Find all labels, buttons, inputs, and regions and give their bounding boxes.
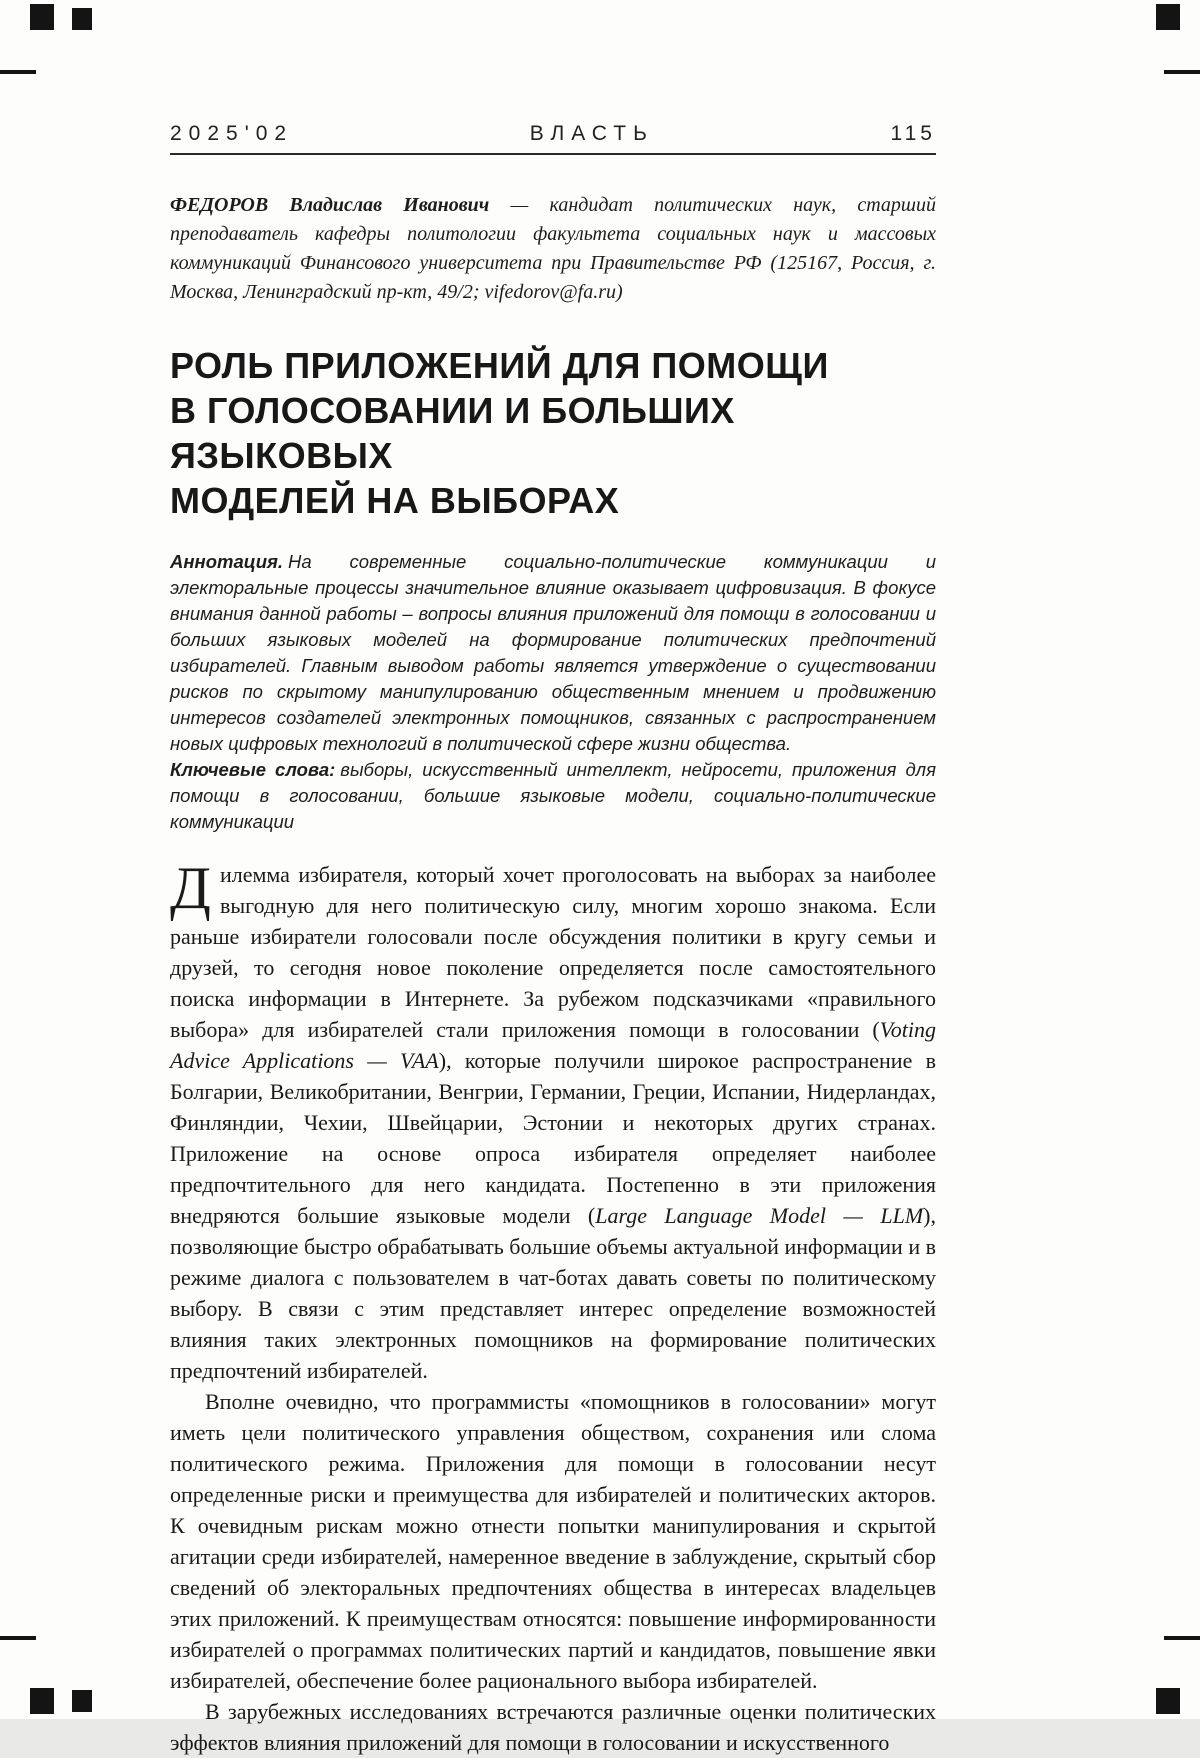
author-name: ФЕДОРОВ Владислав Иванович (170, 194, 490, 216)
abstract-label: Аннотация. (170, 551, 284, 572)
print-crop-mark-bottom-left-1 (30, 1688, 54, 1714)
drop-cap: Д (170, 855, 211, 921)
header-rule (170, 153, 936, 155)
article-title-line-1: РОЛЬ ПРИЛОЖЕНИЙ ДЛЯ ПОМОЩИ (170, 345, 829, 386)
author-block (170, 191, 936, 307)
running-header (170, 122, 936, 146)
print-tick-top-right (1164, 70, 1200, 74)
print-tick-bottom-left (0, 1636, 36, 1640)
paragraph-2: Вполне очевидно, что программисты «помощников в голосовании» могут иметь цели политического управления обществом, сохранения или слома политического режима. Приложения для помощи в голосовании несут определенные риски и преимущества для избирателей и политических акторов. К очевидным рискам можно отнести попытки манипулирования и скрытой агитации среди избирателей, намеренное введение в заблуждение, скрытый сбор сведений об электоральных предпочтениях общества в интересах владельцев этих приложений. К преимуществам относятся: повышение информированности избирателей о программах политических партий и кандидатов, повышение явки избирателей, обеспечение более рационального выбора избирателей. (170, 1389, 936, 1693)
print-crop-mark-bottom-left-2 (72, 1690, 92, 1712)
article-title (170, 343, 936, 523)
latin-term-llm: Large Language Model — LLM (595, 1203, 924, 1228)
abstract-text: На современные социально-политические коммуникации и электоральные процессы значительное влияние оказывает цифровизация. В фокусе внимания данной работы – вопросы влияния приложений для помощи в голосовании и больших языковых моделей на формирование политических предпочтений избирателей. Главным выводом работы является утверждение о существовании рисков по скрытому манипулированию общественным мнением и продвижению интересов создателей электронных помощников, связанных с распространением новых цифровых технологий в политической сфере жизни общества. (170, 551, 936, 754)
paragraph-1-text-a: илемма избирателя, который хочет проголосовать на выборах за наиболее выгодную для него политическую силу, многим хорошо знакома. Если раньше избиратели голосовали после обсуждения политики в кругу семьи и друзей, то сегодня новое поколение определяется после самостоятельного поиска информации в Интернете. За рубежом подсказчиками «правильного выбора» для избирателей стали приложения помощи в голосовании ( (170, 862, 936, 1042)
page-number: 115 (890, 122, 936, 145)
print-crop-mark-top-left-2 (72, 8, 92, 30)
print-tick-bottom-right (1164, 1636, 1200, 1640)
issue-number: 2025'02 (170, 122, 294, 145)
keywords-label: Ключевые слова: (170, 759, 336, 780)
print-crop-mark-top-left-1 (30, 4, 54, 30)
abstract-paragraph (170, 549, 936, 757)
paragraph-1 (170, 855, 936, 1386)
article-title-line-3: МОДЕЛЕЙ НА ВЫБОРАХ (170, 480, 620, 521)
article-body (170, 855, 936, 1758)
abstract-block (170, 549, 936, 835)
paragraph-1-text-c: ), позволяющие быстро обрабатывать большие объемы актуальной информации и в режиме диалога с пользователем в чат-ботах давать советы по политическому выбору. В связи с этим представляет интерес определение возможностей влияния таких электронных помощников на формирование политических предпочтений избирателей. (170, 1203, 936, 1383)
keywords-text: выборы, искусственный интеллект, нейросети, приложения для помощи в голосовании, большие языковые модели, социально-политические коммуникации (170, 759, 936, 832)
paragraph-3: В зарубежных исследованиях встречаются различные оценки политических эффектов влияния приложений для помощи в голосовании и искусственного (170, 1699, 936, 1755)
keywords-paragraph (170, 757, 936, 835)
author-separator: — (489, 194, 550, 216)
page-content (170, 122, 936, 1758)
article-title-line-2: В ГОЛОСОВАНИИ И БОЛЬШИХ ЯЗЫКОВЫХ (170, 390, 735, 476)
paragraph-1-text-b: ), которые получили широкое распространение в Болгарии, Великобритании, Венгрии, Германии, Греции, Испании, Нидерландах, Финляндии, Чехии, Швейцарии, Эстонии и некоторых других странах. Приложение на основе опроса избирателя определяет наиболее предпочтительного для него кандидата. Постепенно в эти приложения внедряются большие языковые модели ( (170, 1048, 936, 1228)
print-tick-top-left (0, 70, 36, 74)
print-crop-mark-top-right (1156, 4, 1180, 30)
author-details: кандидат политических наук, старший преподаватель кафедры политологии факультета социальных наук и массовых коммуникаций Финансового университета при Правительстве РФ (125167, Россия, г. Москва, Ленинградский пр-кт, 49/2; vifedorov@fa.ru) (170, 194, 936, 303)
journal-title: ВЛАСТЬ (529, 122, 654, 145)
latin-term-vaa: Voting Advice Applications — VAA (170, 1017, 936, 1073)
print-crop-mark-bottom-right (1156, 1688, 1180, 1714)
